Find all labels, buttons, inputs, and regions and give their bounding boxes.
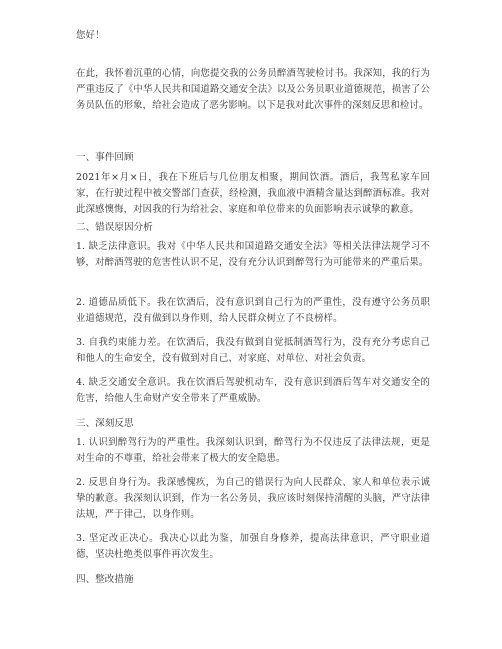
section-heading-measures: 四、整改措施 bbox=[76, 574, 134, 585]
section-heading-reflection: 三、深刻反思 bbox=[76, 418, 134, 429]
analysis-item-4: 4. 缺乏交通安全意识。我在饮酒后驾驶机动车，没有意识到酒后驾车对交通安全的危害，给他人生命财产安全带来了严重威胁。 bbox=[76, 377, 430, 404]
intro-paragraph: 在此，我怀着沉重的心情，向您提交我的公务员醉酒驾驶检讨书。我深知，我的行为严重违反了《中华人民共和国道路交通安全法》以及公务员职业道德规范，损害了公务员队伍的形象，给社会造成了恶劣影响。以下是我对此次事件的深刻反思和检讨。 bbox=[76, 68, 430, 111]
review-paragraph: 2021年×月×日，我在下班后与几位朋友相聚，期间饮酒。酒后，我驾私家车回家，在行驶过程中被交警部门查获，经检测，我血液中酒精含量达到醉酒标准。我对此深感懊悔，对因我的行为给社会、家庭和单位带来的负面影响表示诚挚的歉意。 bbox=[76, 172, 430, 215]
analysis-item-1: 1. 缺乏法律意识。我对《中华人民共和国道路交通安全法》等相关法律法规学习不够，对醉酒驾驶的危害性认识不足，没有充分认识到醉驾行为可能带来的严重后果。 bbox=[76, 241, 430, 268]
reflection-item-1: 1. 认识到醉驾行为的严重性。我深刻认识到，醉驾行为不仅违反了法律法规，更是对生命的不尊重，给社会带来了极大的安全隐患。 bbox=[76, 437, 430, 464]
reflection-item-2: 2. 反思自身行为。我深感愧疚，为自己的错误行为向人民群众、家人和单位表示诚挚的歉意。我深刻认识到，作为一名公务员，我应该时刻保持清醒的头脑，严守法律法规，严于律己，以身作则。 bbox=[76, 477, 430, 520]
section-heading-analysis: 二、错误原因分析 bbox=[76, 222, 153, 233]
greeting: 您好！ bbox=[76, 30, 105, 41]
reflection-item-3: 3. 坚定改正决心。我决心以此为鉴，加强自身修养，提高法律意识，严守职业道德，坚决杜绝类似事件再次发生。 bbox=[76, 533, 430, 560]
analysis-item-3: 3. 自我约束能力差。在饮酒后，我没有做到自觉抵制酒驾行为，没有充分考虑自己和他人的生命安全，没有做到对自己、对家庭、对单位、对社会负责。 bbox=[76, 337, 430, 364]
section-heading-review: 一、事件回顾 bbox=[76, 152, 134, 163]
analysis-item-2: 2. 道德品质低下。我在饮酒后，没有意识到自己行为的严重性，没有遵守公务员职业道德规范，没有做到以身作则，给人民群众树立了不良榜样。 bbox=[76, 297, 430, 324]
